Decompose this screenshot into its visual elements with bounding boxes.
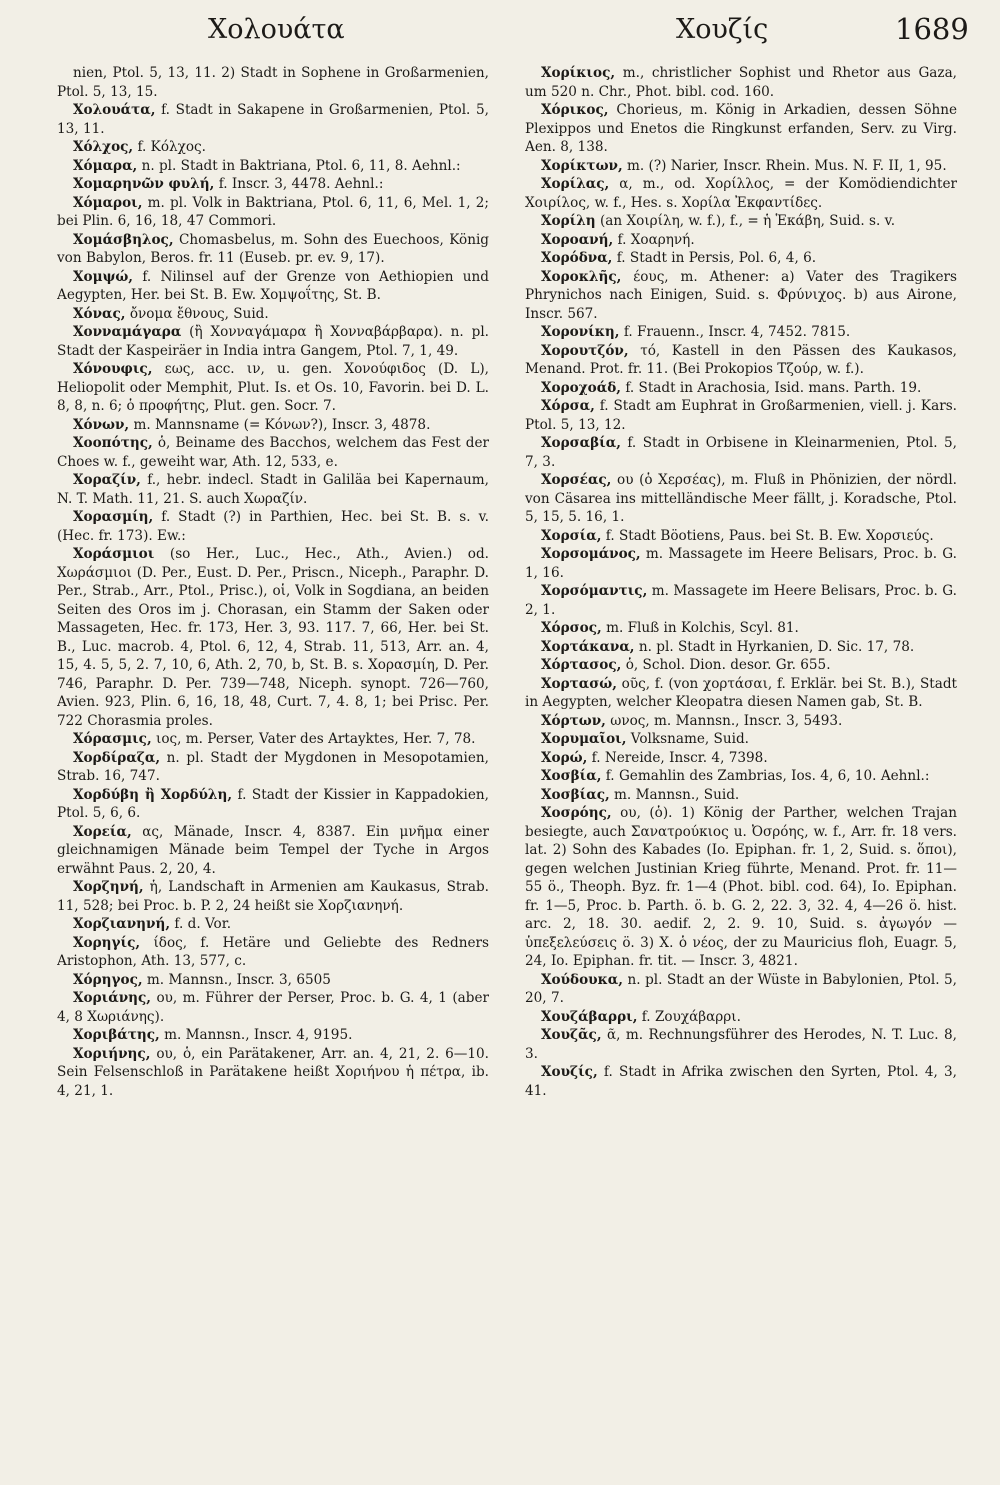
entry-text: f. Stadt am Euphrat in Großarmenien, viell. j. Kars. Ptol. 5, 13, 12. (525, 398, 957, 433)
entry-headword: Χορίλας, (541, 176, 610, 192)
dictionary-entry (525, 379, 957, 398)
entry-text: n. pl. Stadt der Mygdonen in Mesopotamien, Strab. 16, 747. (57, 749, 489, 784)
entry-text: f. Stadt in Persis, Pol. 6, 4, 6. (612, 250, 817, 266)
entry-headword: Χόρικος, (541, 102, 609, 118)
dictionary-entry (57, 305, 489, 324)
entry-headword: Χόρασμις, (73, 731, 152, 747)
entry-headword: Χορίκιος, (541, 65, 616, 81)
entry-text: ἡ, Landschaft in Armenien am Kaukasus, Strab. 11, 528; bei Proc. b. P. 2, 24 heißt sie Χορζιανηνή. (57, 879, 489, 914)
dictionary-entry (57, 786, 489, 823)
entry-headword: Χοσβία, (541, 768, 602, 784)
entry-headword: Χοραζίν, (73, 472, 141, 488)
entry-text: n. pl. Stadt in Baktriana, Ptol. 6, 11, 8. Aehnl.: (137, 157, 461, 174)
dictionary-entry (525, 64, 957, 101)
dictionary-entry (525, 582, 957, 619)
entry-headword: Χορίκτων, (541, 157, 623, 174)
entry-headword: Χορσόμαντις, (541, 583, 648, 599)
entry-text: f. d. Vor. (170, 916, 232, 932)
dictionary-entry (525, 527, 957, 546)
entry-text: Chomasbelus, m. Sohn des Euechoos, König von Babylon, Beros. fr. 11 (Euseb. pr. ev. 9, 17). (57, 231, 489, 266)
entry-headword: Χορδίραζα, (73, 749, 161, 766)
entry-text: τό, Kastell in den Pässen des Kaukasos, Menand. Prot. fr. 11. (Bei Prokopios Τζούρ, w. f.). (525, 342, 957, 377)
dictionary-entry (57, 989, 489, 1026)
dictionary-entry (525, 675, 957, 712)
dictionary-entry (525, 231, 957, 250)
entry-text: f. Stadt in Arachosia, Isid. mans. Parth. 19. (621, 379, 922, 396)
dictionary-entry (525, 712, 957, 731)
entry-text: ιος, m. Perser, Vater des Artayktes, Her. 7, 78. (151, 731, 476, 747)
entry-text: (an Χοιρίλη, w. f.), f., = ἡ Ἑκάβη, Suid. s. v. (595, 213, 896, 229)
entry-headword: Χορονίκη, (541, 324, 620, 340)
entry-text: f. Stadt (?) in Parthien, Hec. bei St. B. s. v. (Hec. fr. 173). Ew.: (57, 509, 489, 544)
entry-text: έους, m. Athener: a) Vater des Tragikers Phrynichos nach Einigen, Suid. s. Φρύνιχος. b) aus Airone, Inscr. 567. (525, 268, 957, 322)
dictionary-entry (57, 878, 489, 915)
dictionary-entry (525, 545, 957, 582)
dictionary-entry (525, 804, 957, 971)
entry-headword: Χόμαρα, (73, 157, 138, 174)
entry-headword: Χορζιανηνή, (73, 916, 171, 932)
entry-text: f. Stadt in Orbisene in Kleinarmenien, Ptol. 5, 7, 3. (525, 435, 957, 470)
dictionary-entry (525, 786, 957, 805)
entry-text: ωνος, m. Mannsn., Inscr. 3, 5493. (605, 712, 843, 729)
entry-headword: Χολουάτα, (73, 102, 156, 118)
entry-headword: Χορίλη (541, 213, 596, 229)
entry-text: m. Mannsname (= Κόνων?), Inscr. 3, 4878. (129, 416, 431, 433)
entry-text: f. Χοαρηνή. (613, 231, 695, 248)
dictionary-entry (57, 231, 489, 268)
dictionary-entry (525, 471, 957, 527)
entry-headword: Χουζᾶς, (541, 1027, 602, 1043)
entry-headword: Χορεία, (73, 823, 132, 840)
entry-text: f. Nilinsel auf der Grenze von Aethiopien und Aegypten, Her. bei St. B. Ew. Χομψοΐτης, St. B. (57, 268, 489, 303)
entry-headword: Χόρτων, (541, 712, 606, 729)
dictionary-entry (57, 915, 489, 934)
entry-text: f., hebr. indecl. Stadt in Galiläa bei Kapernaum, N. T. Math. 11, 21. S. auch Χωραζίν. (57, 472, 489, 507)
entry-headword: Χοροκλῆς, (541, 268, 622, 285)
dictionary-entry (525, 397, 957, 434)
dictionary-entry (57, 823, 489, 879)
entry-headword: Χοοπότης, (73, 435, 153, 451)
entry-text: f. Stadt in Sakapene in Großarmenien, Ptol. 5, 13, 11. (57, 102, 489, 137)
dictionary-entry (525, 638, 957, 657)
entry-text: ίδος, f. Hetäre und Geliebte des Redners Aristophon, Ath. 13, 577, c. (57, 934, 489, 969)
dictionary-entry (525, 101, 957, 157)
entry-text: m. Fluß in Kolchis, Scyl. 81. (601, 620, 799, 636)
entry-headword: Χορουτζόν, (541, 342, 629, 359)
entry-text: f. Stadt Böotiens, Paus. bei St. B. Ew. Χορσιεύς. (601, 527, 934, 544)
entry-headword: Χόρτασος, (541, 657, 622, 673)
dictionary-entry (57, 1026, 489, 1045)
dictionary-entry (525, 268, 957, 324)
entry-text: m., christlicher Sophist und Rhetor aus Gaza, um 520 n. Chr., Phot. bibl. cod. 160. (525, 65, 957, 100)
entry-headword: Χορηγίς, (73, 934, 141, 951)
entry-text: Chorieus, m. König in Arkadien, dessen Söhne Plexippos und Enetos die Ringkunst erfanden, Serv. zu Virg. Aen. 8, 138. (525, 102, 957, 155)
page-number: 1689 (895, 12, 969, 46)
entry-text: m. (?) Narier, Inscr. Rhein. Mus. N. F. II, 1, 95. (622, 157, 947, 174)
entry-text: (ἢ Χονναγάμαρα ἢ Χονναβάρβαρα). n. pl. Stadt der Kaspeiräer in India intra Gangem, Ptol. 7, 1, 49. (57, 324, 489, 359)
entry-headword: Χοσβίας, (541, 786, 610, 803)
entry-headword: Χόρσα, (541, 398, 595, 414)
entry-headword: Χούδουκα, (541, 971, 623, 988)
entry-text: f. Frauenn., Inscr. 4, 7452. 7815. (619, 324, 851, 340)
entry-headword: Χορώ, (541, 749, 588, 766)
entry-text: α, m., od. Χορίλλος, = der Komödiendichter Χοιρίλος, w. f., Hes. s. Χορίλα Ἐκφαντίδες. (525, 176, 957, 211)
entry-headword: Χορασμίη, (73, 509, 154, 525)
entry-text: m. Massagete im Heere Belisars, Proc. b. G. 1, 16. (525, 546, 957, 581)
page-header (0, 8, 1000, 52)
dictionary-entry (57, 730, 489, 749)
entry-headword: Χορυμαῖοι, (541, 731, 627, 747)
entry-headword: Χορσομάνος, (541, 546, 641, 562)
right-column (525, 64, 957, 1474)
entry-headword: Χορτάκανα, (541, 638, 635, 655)
dictionary-entry (525, 434, 957, 471)
entry-headword: Χονναμάγαρα (73, 324, 182, 340)
entry-headword: Χορσία, (541, 527, 602, 544)
entry-text: f. Nereide, Inscr. 4, 7398. (587, 749, 768, 766)
dictionary-entry (57, 360, 489, 416)
entry-headword: Χόνας, (73, 305, 126, 322)
dictionary-entry (57, 749, 489, 786)
entry-headword: Χόρηγος, (73, 971, 143, 988)
entry-headword: Χόρσος, (541, 620, 602, 636)
entry-text: f. Κόλχος. (133, 139, 206, 155)
entry-text: m. Mannsn., Suid. (609, 786, 740, 803)
entry-text: f. Stadt in Afrika zwischen den Syrten, Ptol. 4, 3, 41. (525, 1064, 957, 1099)
entry-text: ου, (ὁ). 1) König der Parther, welchen Trajan besiegte, auch Σανατρούκιος u. Ὀσρόης, w. f., Arr. fr. 18 vers. lat. 2) Sohn des Kabades (Io. Epiphan. fr. 1, 2, Suid. s. ὅποι), gegen welchen Justinian Krieg führte, Menand. Prot. fr. 11—55 ö., Theoph. Byz. fr. 1—4 (Phot. bibl. cod. 64), Io. Epiphan. fr. 1—5, Proc. b. Parth. ö. b. G. 2, 22. 3, 32. 4, 4—26 ö. hist. arc. 2, 18. 30. aedif. 2, 2. 9. 10, Suid. s. ἀγωγόν — ὑπεξελεύσεις ö. 3) Χ. ὁ νέος, der zu Mauricius floh, Euagr. 5, 24, Io. Epiphan. fr. tit. — Inscr. 3, 4821. (525, 805, 957, 969)
entry-headword: Χοροχοάδ, (541, 379, 621, 396)
entry-headword: Χουζίς, (541, 1064, 598, 1080)
entry-text: ᾶ, m. Rechnungsführer des Herodes, N. T. Luc. 8, 3. (525, 1027, 957, 1062)
dictionary-entry (525, 157, 957, 176)
entry-headword: Χοριήνης, (73, 1045, 151, 1062)
entry-text: ὄνομα ἔθνους, Suid. (125, 305, 269, 322)
entry-headword: Χουζάβαρρι, (541, 1008, 638, 1025)
entry-headword: Χορζηνή, (73, 879, 144, 895)
dictionary-entry (57, 971, 489, 990)
dictionary-entry (57, 416, 489, 435)
entry-headword: Χορόδνα, (541, 250, 613, 266)
dictionary-entry (525, 656, 957, 675)
dictionary-entry (525, 249, 957, 268)
entry-headword: Χορτασώ, (541, 675, 617, 692)
entry-text: ὁ, Schol. Dion. desor. Gr. 655. (621, 657, 831, 673)
entry-text: n. pl. Stadt an der Wüste in Babylonien, Ptol. 5, 20, 7. (525, 971, 957, 1006)
dictionary-entry (525, 175, 957, 212)
entry-headword: Χοράσμιοι (73, 546, 155, 562)
entry-headword: Χορδύβη ἢ Χορδύλη, (73, 786, 233, 803)
dictionary-entry (57, 138, 489, 157)
entry-headword: Χοροανή, (541, 231, 614, 248)
entry-headword: Χομψώ, (73, 268, 134, 285)
entry-text: ου (ὁ Χερσέας), m. Fluß in Phönizien, der nördl. von Cäsarea ins mittelländische Meer fällt, j. Koradsche, Ptol. 5, 15, 5. 16, 1. (525, 472, 957, 525)
dictionary-entry (57, 175, 489, 194)
dictionary-entry (525, 971, 957, 1008)
entry-headword: Χόνουφις, (73, 361, 153, 377)
entry-headword: Χομάσβηλος, (73, 231, 174, 248)
dictionary-entry (57, 508, 489, 545)
entry-text: m. Massagete im Heere Belisars, Proc. b. G. 2, 1. (525, 583, 957, 618)
entry-text: (so Her., Luc., Hec., Ath., Avien.) od. Χωράσμιοι (D. Per., Eust. D. Per., Priscn., Niceph., Paraphr. D. Per., Strab., Arr., Ptol., Prisc.), οἱ, Volk in Sogdiana, an beiden Seiten des Oros im j. Chorasan, ein Stamm der Saken oder Massageten, Hec. fr. 173, Her. 3, 93. 117. 7, 66, Her. bei St. B., Luc. macrob. 4, Ptol. 6, 12, 4, Strab. 11, 513, Arr. an. 4, 15, 4. 5, 5, 2. 7, 10, 6, Ath. 2, 70, b, St. B. s. Χορασμίη, D. Per. 746, Paraphr. D. Per. 739—748, Niceph. synopt. 726—760, Avien. 923, Plin. 6, 16, 18, 48, Curt. 7, 4. 8, 1; bei Prisc. Per. 722 Chorasmia proles. (57, 546, 489, 729)
dictionary-entry (57, 434, 489, 471)
dictionary-entry (525, 342, 957, 379)
dictionary-entry (525, 323, 957, 342)
entry-text: m. Mannsn., Inscr. 4, 9195. (159, 1027, 353, 1043)
entry-text: f. Ζουχάβαρρι. (637, 1008, 741, 1025)
dictionary-entry (57, 545, 489, 730)
entry-text: εως, acc. ιν, u. gen. Χονούφιδος (D. L), Heliopolit oder Memphit, Plut. Is. et Os. 10, Favorin. bei D. L. 8, 8, n. 6; ὁ προφήτης, Plut. gen. Socr. 7. (57, 361, 489, 414)
entry-text: n. pl. Stadt in Hyrkanien, D. Sic. 17, 78. (634, 638, 915, 655)
entry-text: m. Mannsn., Inscr. 3, 6505 (142, 971, 331, 988)
entry-headword: Χόμαροι, (73, 194, 143, 211)
entry-text: m. pl. Volk in Baktriana, Ptol. 6, 11, 6, Mel. 1, 2; bei Plin. 6, 16, 18, 47 Commori. (57, 194, 489, 229)
running-head-right: Χουζίς (676, 14, 769, 45)
dictionary-entry (57, 64, 489, 101)
dictionary-entry (525, 767, 957, 786)
dictionary-entry (525, 730, 957, 749)
entry-text: οῦς, f. (von χορτάσαι, f. Erklär. bei St. B.), Stadt in Aegypten, welcher Kleopatra diesen Namen gab, St. B. (525, 675, 957, 710)
entry-text: ου, m. Führer der Perser, Proc. b. G. 4, 1 (aber 4, 8 Χωριάνης). (57, 990, 489, 1025)
entry-headword: Χόνων, (73, 416, 130, 433)
dictionary-entry (57, 471, 489, 508)
dictionary-entry (57, 157, 489, 176)
entry-headword: Χοσρόης, (541, 805, 612, 821)
entry-headword: Χόλχος, (73, 139, 134, 155)
dictionary-entry (57, 194, 489, 231)
dictionary-entry (525, 212, 957, 231)
entry-text: Volksname, Suid. (626, 731, 749, 747)
entry-headword: Χοριβάτης, (73, 1027, 160, 1043)
running-head-left: Χολουάτα (208, 14, 345, 45)
dictionary-entry (57, 1045, 489, 1101)
dictionary-entry (57, 934, 489, 971)
dictionary-entry (525, 1063, 957, 1100)
entry-headword: Χορσαβία, (541, 435, 621, 451)
dictionary-entry (525, 749, 957, 768)
dictionary-entry (525, 619, 957, 638)
left-column (57, 64, 489, 1474)
dictionary-entry (525, 1008, 957, 1027)
entry-headword: Χοριάνης, (73, 990, 152, 1006)
entry-headword: Χομαρηνῶν φυλή, (73, 176, 215, 192)
entry-text: f. Gemahlin des Zambrias, Ios. 4, 6, 10. Aehnl.: (601, 768, 930, 784)
dictionary-entry (57, 101, 489, 138)
entry-text: ας, Mänade, Inscr. 4, 8387. Ein μνῆμα einer gleichnamigen Mänade beim Tempel der Tyche in Argos erwähnt Paus. 2, 20, 4. (57, 823, 489, 877)
entry-text: ου, ὁ, ein Parätakener, Arr. an. 4, 21, 2. 6—10. Sein Felsenschloß in Parätakene heißt Χοριήνου ἡ πέτρα, ib. 4, 21, 1. (57, 1045, 489, 1099)
dictionary-entry (57, 323, 489, 360)
entry-text: nien, Ptol. 5, 13, 11. 2) Stadt in Sophene in Großarmenien, Ptol. 5, 13, 15. (57, 65, 489, 100)
entry-text: ὁ, Beiname des Bacchos, welchem das Fest der Choes w. f., geweiht war, Ath. 12, 533, e. (57, 435, 489, 470)
dictionary-entry (57, 268, 489, 305)
dictionary-entry (525, 1026, 957, 1063)
entry-headword: Χορσέας, (541, 472, 612, 488)
entry-text: f. Stadt der Kissier in Kappadokien, Ptol. 5, 6, 6. (57, 786, 489, 821)
entry-text: f. Inscr. 3, 4478. Aehnl.: (214, 176, 384, 192)
